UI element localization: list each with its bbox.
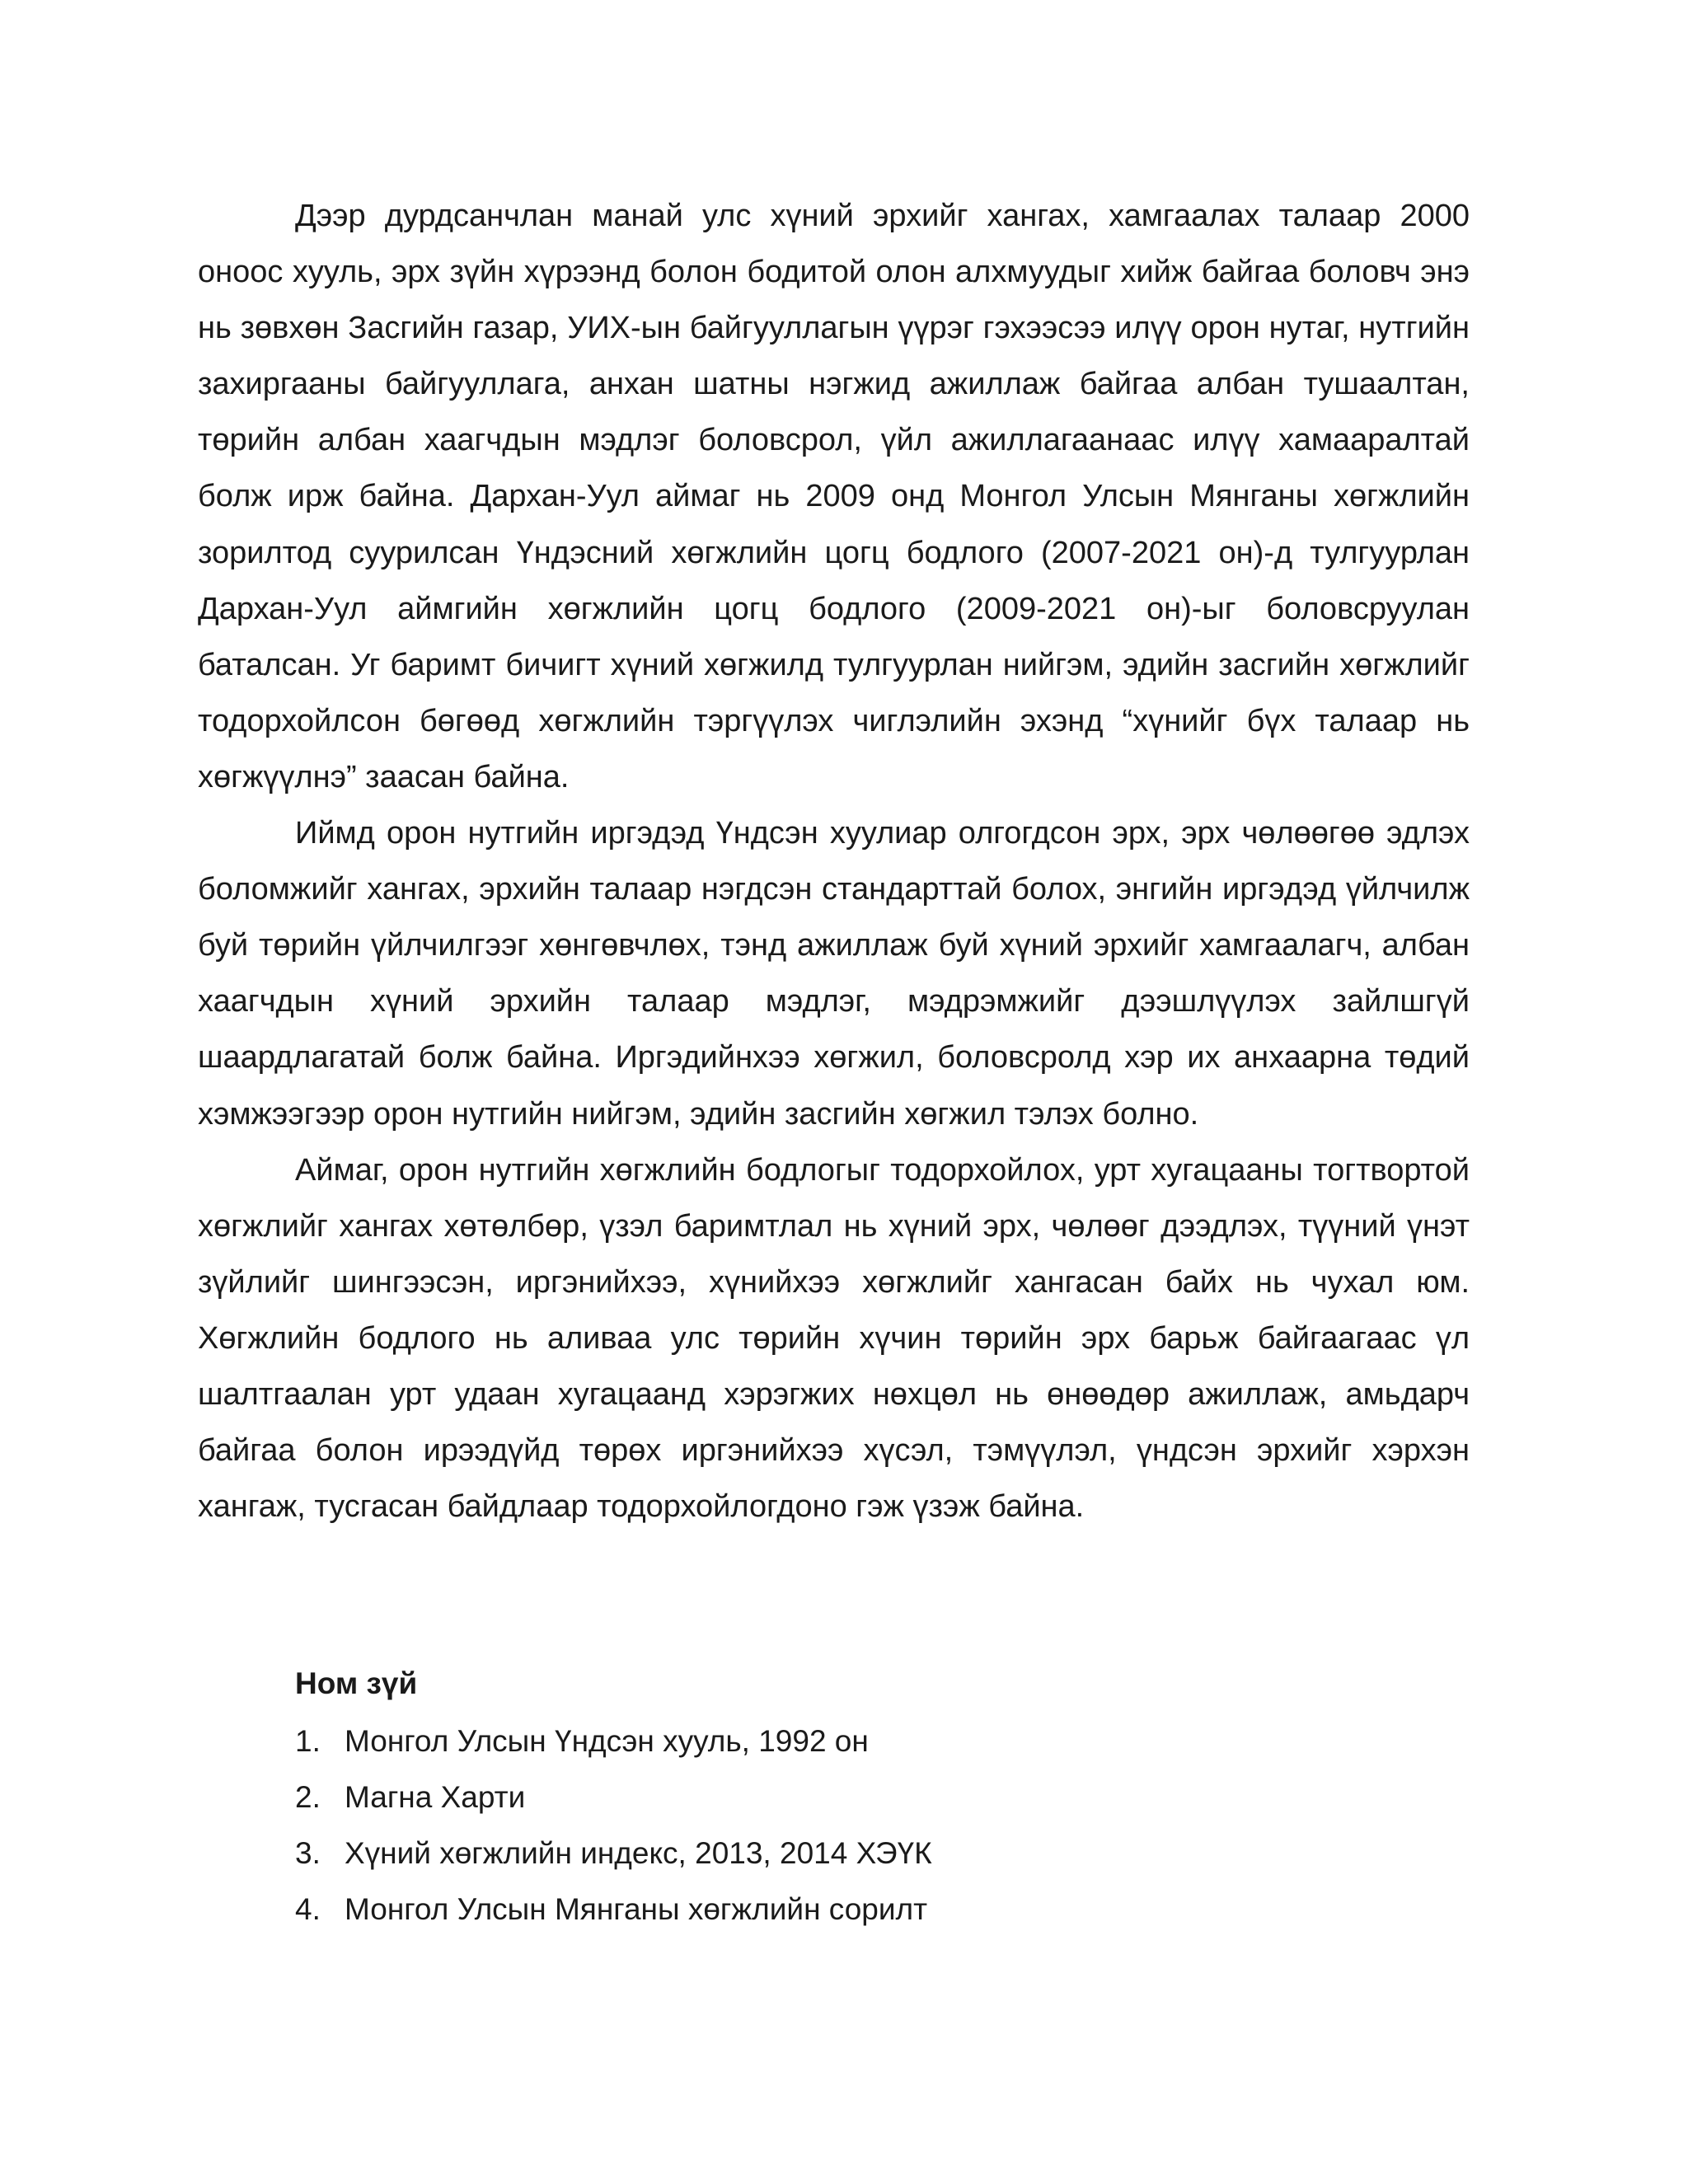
reference-number: 2. (295, 1780, 321, 1814)
reference-item (295, 1825, 1367, 1882)
reference-text: Магна Харти (345, 1780, 526, 1814)
paragraph-2: Иймд орон нутгийн иргэдэд Үндсэн хуулиар олгогдсон эрх, эрх чөлөөгөө эдлэх боломжийг хангах, эрхийн талаар нэгдсэн стандарттай болох, энгийн иргэдэд үйлчилж буй төрийн үйлчилгээг хөнгөвчлөх, тэнд ажиллаж буй хүний эрхийг хамгаалагч, албан хаагчдын хүний эрхийн талаар мэдлэг, мэдрэмжийг дээшлүүлэх зайлшгүй шаардлагатай болж байна. Иргэдийнхээ хөгжил, боловсролд хэр их анхаарна төдий хэмжээгээр орон нутгийн нийгэм, эдийн засгийн хөгжил тэлэх болно. (198, 816, 1470, 1132)
reference-item (295, 1713, 1367, 1769)
references-section (295, 1659, 1367, 1938)
paragraph-1: Дээр дурдсанчлан манай улс хүний эрхийг хангах, хамгаалах талаар 2000 оноос хууль, эрх зүйн хүрээнд болон бодитой олон алхмуудыг хийж байгаа боловч энэ нь зөвхөн Засгийн газар, УИХ-ын байгууллагын үүрэг гэхээсээ илүү орон нутаг, нутгийн захиргааны байгууллага, анхан шатны нэгжид ажиллаж байгаа албан тушаалтан, төрийн албан хаагчдын мэдлэг боловсрол, үйл ажиллагаанаас илүү хамааралтай болж ирж байна. Дархан-Уул аймаг нь 2009 онд Монгол Улсын Мянганы хөгжлийн зорилтод суурилсан Үндэсний хөгжлийн цогц бодлого (2007-2021 он)-д тулгуурлан Дархан-Уул аймгийн хөгжлийн цогц бодлого (2009-2021 он)-ыг боловсруулан баталсан. Уг баримт бичигт хүний хөгжилд тулгуурлан нийгэм, эдийн засгийн хөгжлийг тодорхойлсон бөгөөд хөгжлийн тэргүүлэх чиглэлийн эхэнд “хүнийг бүх талаар нь хөгжүүлнэ” заасан байна. (198, 199, 1470, 794)
references-list (295, 1713, 1367, 1938)
reference-item (295, 1882, 1367, 1938)
paragraph-3: Аймаг, орон нутгийн хөгжлийн бодлогыг тодорхойлох, урт хугацааны тогтвортой хөгжлийг хангах хөтөлбөр, үзэл баримтлал нь хүний эрх, чөлөөг дээдлэх, түүний үнэт зүйлийг шингээсэн, иргэнийхээ, хүнийхээ хөгжлийг хангасан байх нь чухал юм. Хөгжлийн бодлого нь аливаа улс төрийн хүчин төрийн эрх барьж байгаагаас үл шалтгаалан урт удаан хугацаанд хэрэгжих нөхцөл нь өнөөдөр ажиллаж, амьдарч байгаа болон ирээдүйд төрөх иргэнийхээ хүсэл, тэмүүлэл, үндсэн эрхийг хэрхэн хангаж, тусгасан байдлаар тодорхойлогдоно гэж үзэж байна. (198, 1152, 1470, 1525)
body-text (198, 188, 1470, 1535)
reference-number: 4. (295, 1892, 321, 1926)
reference-number: 1. (295, 1724, 321, 1758)
references-title: Ном зүй (295, 1666, 418, 1700)
reference-text: Монгол Улсын Мянганы хөгжлийн сорилт (345, 1892, 928, 1926)
reference-text: Монгол Улсын Үндсэн хууль, 1992 он (345, 1724, 869, 1758)
reference-text: Хүний хөгжлийн индекс, 2013, 2014 ХЭҮК (345, 1836, 932, 1870)
reference-item (295, 1769, 1367, 1825)
reference-number: 3. (295, 1836, 321, 1870)
